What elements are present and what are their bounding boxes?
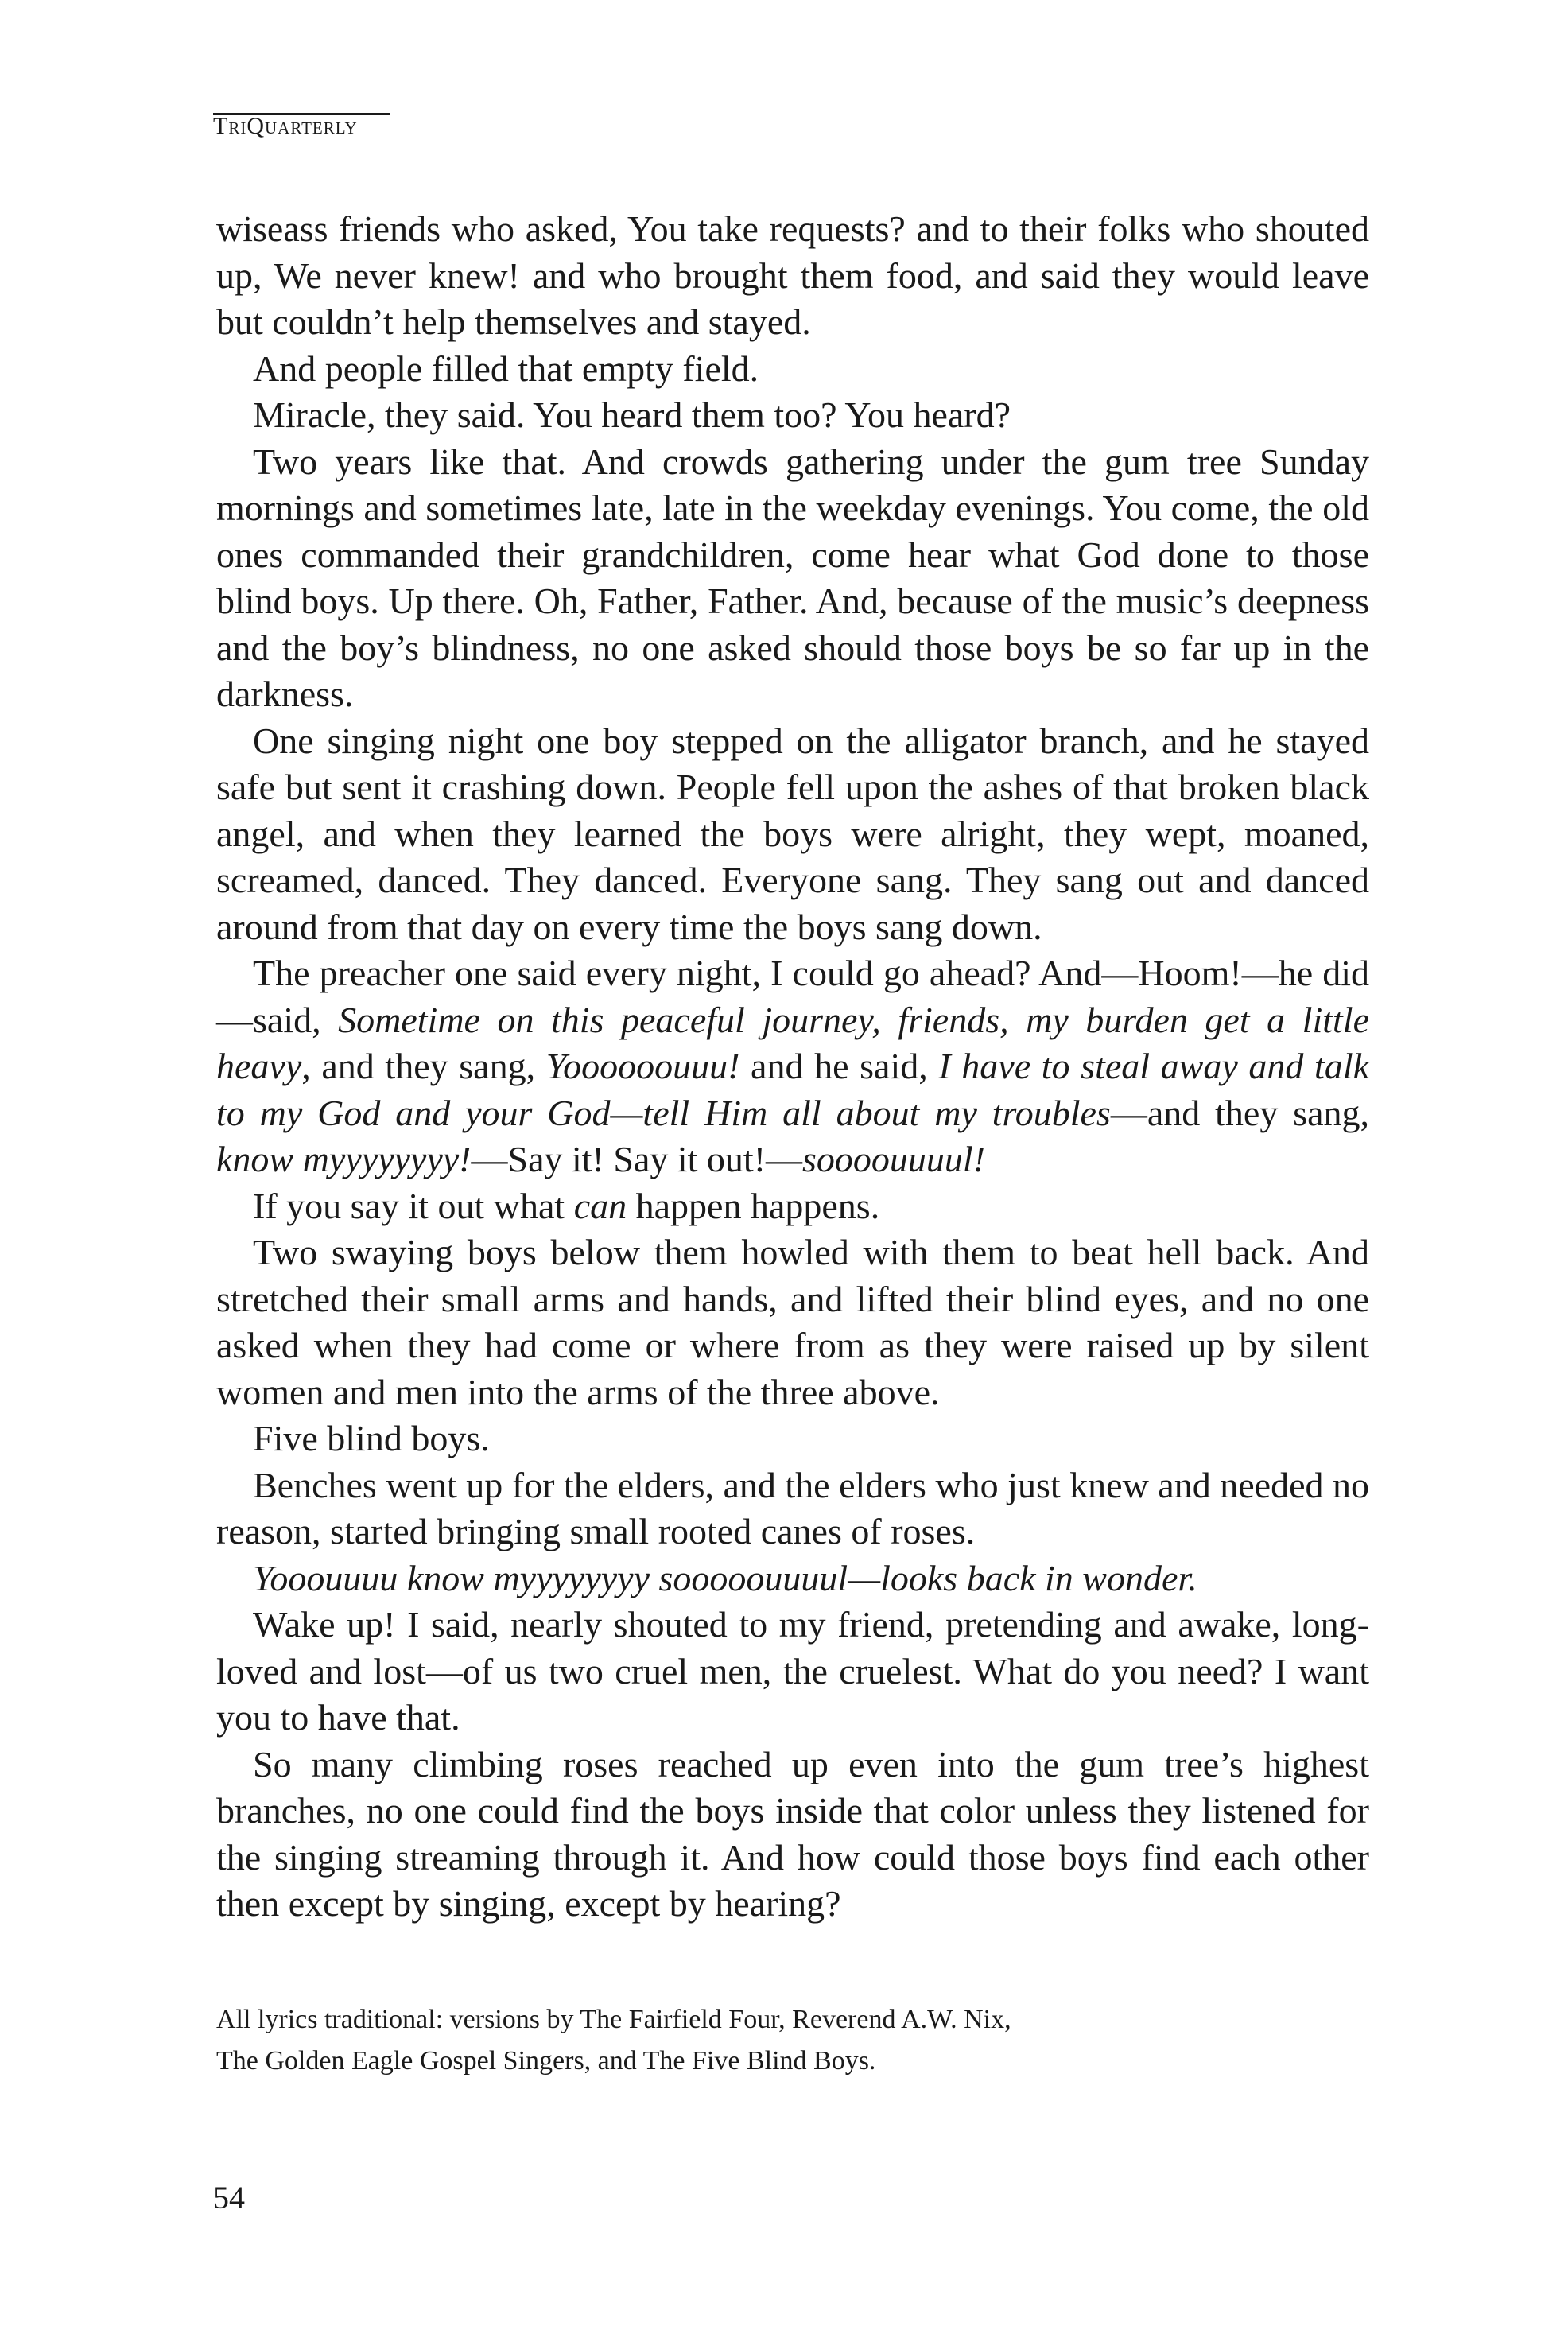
body-text xyxy=(216,206,1369,1928)
paragraph xyxy=(216,1183,1369,1230)
text-run: —and they sang, xyxy=(1110,1092,1370,1133)
paragraph xyxy=(216,439,1369,718)
page-number: 54 xyxy=(213,2180,245,2216)
paragraph xyxy=(216,346,1369,393)
paragraph xyxy=(216,1555,1369,1602)
footnote-line: The Golden Eagle Gospel Singers, and The Five Blind Boys. xyxy=(216,2046,876,2076)
text-run: If you say it out what xyxy=(253,1185,574,1226)
italic-run: Sometime on this peaceful journey, friends, my burden get a little heavy xyxy=(216,999,1369,1086)
text-run: happen happens. xyxy=(627,1185,880,1226)
footnote-line: All lyrics traditional: versions by The Fairfield Four, Reverend A.W. Nix, xyxy=(216,2005,1011,2034)
footnote xyxy=(216,1999,1369,2082)
text-run: wiseass friends who asked, You take requests? and to their folks who shouted up, We never knew! and who brought them food, and said they would leave but couldn’t help themselves and stayed. xyxy=(216,208,1369,342)
text-run: Miracle, they said. You heard them too? You heard? xyxy=(253,394,1011,435)
running-head: TriQuarterly xyxy=(213,113,358,139)
text-run: Five blind boys. xyxy=(253,1418,490,1458)
text-run: , and they sang, xyxy=(301,1046,546,1086)
paragraph xyxy=(216,1462,1369,1555)
text-run: Two swaying boys below them howled with them to beat hell back. And stretched their small arms and hands, and lifted their blind eyes, and no one asked when they had come or where from as they were raised up by silent women and men into the arms of the three above. xyxy=(216,1232,1369,1412)
italic-run: I have to steal away and talk to my God and your God—tell Him all about my troubles xyxy=(216,1046,1370,1133)
italic-run: can xyxy=(573,1185,627,1226)
paragraph xyxy=(216,1602,1369,1742)
italic-run: soooouuuul! xyxy=(802,1139,986,1179)
paragraph xyxy=(216,392,1369,439)
text-run: Wake up! I said, nearly shouted to my friend, pretending and awake, long-loved and lost—of us two cruel men, the cruelest. What do you need? I want you to have that. xyxy=(216,1604,1369,1738)
text-run: The preacher one said every night, I could go ahead? And—Hoom!—he did—said, xyxy=(216,953,1369,1040)
paragraph xyxy=(216,718,1369,951)
paragraph xyxy=(216,1742,1369,1928)
text-run: Two years like that. And crowds gathering under the gum tree Sunday mornings and sometimes late, late in the weekday evenings. You come, the old ones commanded their grandchildren, come hear what God done to those blind boys. Up there. Oh, Father, Father. And, because of the music’s deepness and the boy’s blindness, no one asked should those boys be so far up in the darkness. xyxy=(216,441,1369,714)
paragraph xyxy=(216,1416,1369,1462)
italic-run: know myyyyyyyy! xyxy=(216,1139,472,1179)
paragraph xyxy=(216,950,1369,1183)
text-run: One singing night one boy stepped on the alligator branch, and he stayed safe but sent it crashing down. People fell upon the ashes of that broken black angel, and when they learned the boys were alright, they wept, moaned, screamed, danced. They danced. Everyone sang. They sang out and danced around from that day on every time the boys sang down. xyxy=(216,720,1369,947)
paragraph xyxy=(216,1229,1369,1416)
paragraph xyxy=(216,206,1369,346)
text-run: Benches went up for the elders, and the elders who just knew and needed no reason, started bringing small rooted canes of roses. xyxy=(216,1464,1369,1551)
text-run: So many climbing roses reached up even into the gum tree’s highest branches, no one could find the boys inside that color unless they listened for the singing streaming through it. And how could those boys find each other then except by singing, except by hearing? xyxy=(216,1743,1369,1924)
italic-run: Yoooooouuu! xyxy=(545,1046,740,1086)
text-run: And people filled that empty field. xyxy=(253,348,759,389)
italic-run: Yooouuuu know myyyyyyyy sooooouuuul—looks back in wonder. xyxy=(253,1557,1197,1598)
text-run: and he said, xyxy=(739,1046,939,1086)
text-run: —Say it! Say it out!— xyxy=(471,1139,803,1179)
